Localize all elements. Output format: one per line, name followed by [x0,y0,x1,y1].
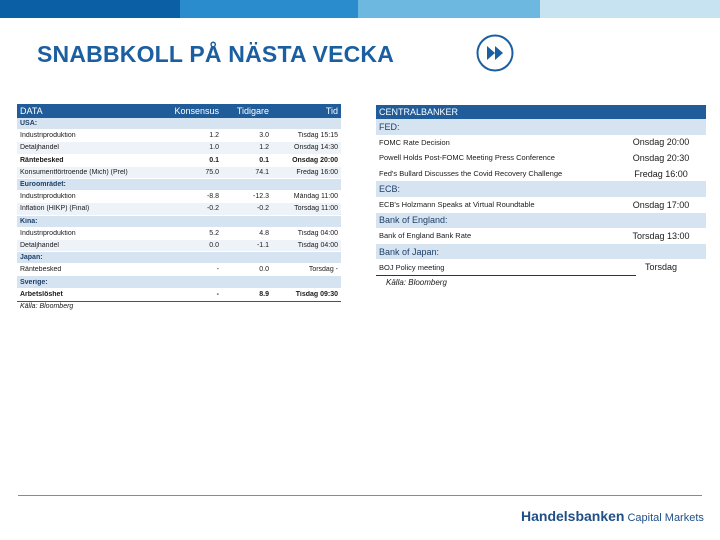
indicator-name: Detaljhandel [20,241,59,249]
consensus-value: - [216,290,219,298]
table-section-row [376,244,706,260]
table-row [17,289,341,301]
section-label: Bank of Japan: [379,246,440,257]
release-time: Måndag 11:00 [293,193,338,201]
table-row [376,259,706,275]
release-time: Tisdag 04:00 [297,241,338,249]
release-time: Tisdag 09:30 [295,290,338,298]
section-label: FED: [379,121,400,132]
release-time: Onsdag 20:00 [292,156,338,164]
consensus-value: 1.2 [209,132,219,140]
consensus-value: 5.2 [209,229,219,237]
indicator-name: Arbetslöshet [20,290,63,298]
consensus-value: - [216,266,219,274]
page-title: SNABBKOLL PÅ NÄSTA VECKA [37,41,395,67]
table-header: CENTRALBANKER [376,105,706,119]
release-time: Onsdag 14:30 [294,144,338,152]
brand-name: Handelsbanken [521,508,625,524]
indicator-name: Inflation (HIKP) (Final) [20,205,90,213]
consensus-value: 75.0 [205,168,219,176]
table-section-row [17,216,341,228]
section-label: ECB: [379,184,401,195]
top-bar-segment [358,0,540,18]
indicator-name: Detaljhandel [20,144,59,152]
event-time: Onsdag 20:30 [632,152,690,163]
table-row [376,150,706,166]
previous-value: -1.1 [256,241,269,249]
table-row [376,228,706,244]
table-section-row [376,119,706,135]
table-row [17,228,341,240]
section-label: Sverige: [20,278,48,286]
table-row [17,264,341,276]
table-row [17,130,341,142]
event-name: Fed's Bullard Discusses the Covid Recovery Challenge [379,169,563,179]
event-time: Onsdag 17:00 [632,199,690,210]
top-bar-segment [180,0,358,18]
event-name: Bank of England Bank Rate [379,231,472,241]
top-bar-segment [0,0,180,18]
previous-value: 8.9 [259,290,269,298]
table-section-row [17,118,341,130]
release-time: Fredag 16:00 [296,168,338,176]
section-label: Euroområdet: [20,181,66,189]
event-time: Fredag 16:00 [634,168,688,179]
table-section-row [17,276,341,288]
table-section-row [17,252,341,264]
consensus-value: -0.2 [206,205,219,213]
indicator-name: Industriproduktion [20,229,76,237]
event-time: Onsdag 20:00 [632,137,690,148]
table-row [17,203,341,215]
table-row [17,155,341,167]
table-row [17,191,341,203]
indicator-name: Räntebesked [20,266,62,274]
footer-divider [18,495,702,496]
previous-value: -0.2 [256,205,269,213]
economic-data-table [17,104,341,310]
source-note: Källa: Bloomberg [17,301,341,310]
indicator-name: Industriproduktion [20,132,76,140]
header-data: DATA [20,106,43,116]
previous-value: 0.0 [259,266,269,274]
event-time: Torsdag 13:00 [632,230,690,241]
table-row [17,167,341,179]
release-time: Torsdag 11:00 [294,205,338,213]
brand-sub: Capital Markets [627,512,704,524]
previous-value: -12.3 [253,193,269,201]
release-time: Torsdag - [308,266,338,274]
table-row [376,166,706,182]
table-row [17,240,341,252]
previous-value: 4.8 [259,229,269,237]
section-label: Bank of England: [379,215,448,226]
release-time: Tisdag 15:15 [297,132,338,140]
table-section-row [376,181,706,197]
indicator-name: Konsumentförtroende (Mich) (Prel) [20,168,128,176]
previous-value: 3.0 [259,132,269,140]
brand-logo [521,508,704,526]
section-label: Japan: [20,254,43,262]
section-label: USA: [20,120,38,128]
header-consensus: Konsensus [174,106,219,116]
event-name: FOMC Rate Decision [379,137,450,147]
table-row [376,135,706,151]
event-name: ECB's Holzmann Speaks at Virtual Roundtable [379,200,535,210]
consensus-value: 0.0 [209,241,219,249]
event-name: BOJ Policy meeting [379,262,445,272]
release-time: Tisdag 04:00 [297,229,338,237]
indicator-name: Räntebesked [20,156,64,164]
header-time: Tid [325,106,338,116]
previous-value: 74.1 [255,168,269,176]
table-body [17,118,341,301]
top-color-bar [0,0,720,18]
top-bar-segment [540,0,720,18]
table-section-row [376,213,706,229]
consensus-value: -8.8 [206,193,219,201]
table-row [17,142,341,154]
table-section-row [17,179,341,191]
table-header [17,104,341,118]
event-name: Powell Holds Post-FOMC Meeting Press Conference [379,153,555,163]
central-bank-table [376,105,706,287]
table-row [376,197,706,213]
event-time: Torsdag [644,262,678,273]
source-note: Källa: Bloomberg [376,275,636,287]
previous-value: 1.2 [259,144,269,152]
section-label: Kina: [20,217,38,225]
indicator-name: Industriproduktion [20,193,76,201]
table-body [376,119,706,275]
consensus-value: 1.0 [209,144,219,152]
fast-forward-icon[interactable] [475,33,515,73]
previous-value: 0.1 [259,156,269,164]
header-previous: Tidigare [236,106,269,116]
consensus-value: 0.1 [209,156,219,164]
